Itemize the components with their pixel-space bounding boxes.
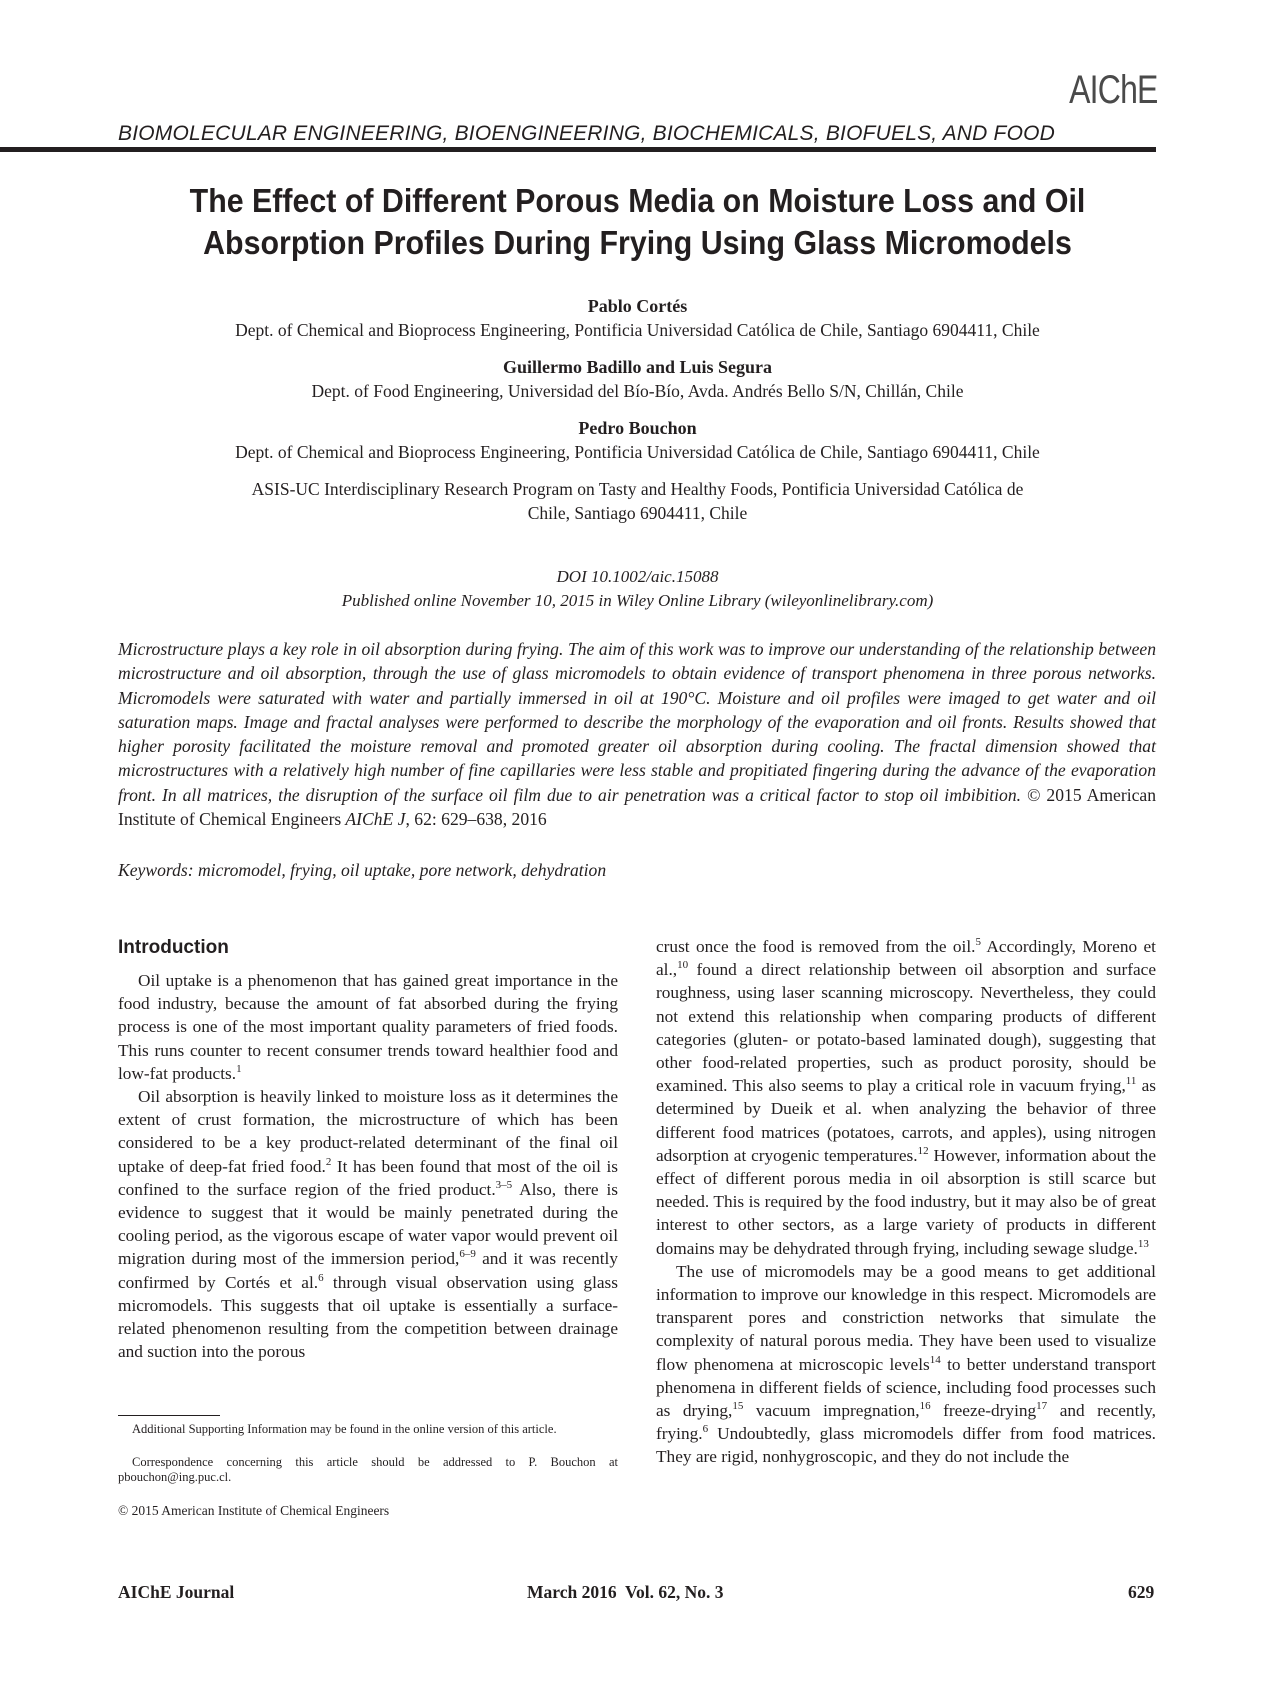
- title-line-2: Absorption Profiles During Frying Using Glass Micromodels: [203, 224, 1072, 261]
- author-group: [100, 416, 1175, 464]
- author-name: Pablo Cortés: [587, 296, 688, 316]
- footnote-copyright: © 2015 American Institute of Chemical Engineers: [118, 1503, 390, 1518]
- paragraph: Oil uptake is a phenomenon that has gained great importance in the food industry, because the amount of fat absorbed during the frying process is one of the most important quality parameters of fried foods. This runs counter to recent consumer trends toward healthier food and low-fat products.$^1$: [118, 971, 618, 1083]
- author-block: [100, 294, 1175, 538]
- citation: , 62: 629–638, 2016: [405, 809, 547, 830]
- extra-affiliation: [100, 477, 1175, 525]
- footnote-supporting-info: Additional Supporting Information may be found in the online version of this article.: [132, 1422, 557, 1436]
- article-title: [143, 180, 1132, 264]
- footnote-correspondence: Correspondence concerning this article should be addressed to P. Bouchon at pbouchon@ing.puc.cl.: [118, 1455, 618, 1484]
- footer-journal: AIChE Journal: [118, 1582, 235, 1602]
- author-affiliation: Dept. of Chemical and Bioprocess Engineering, Pontificia Universidad Católica de Chile, Santiago 6904411, Chile: [235, 320, 1040, 340]
- published-online: Published online November 10, 2015 in Wiley Online Library (wileyonlinelibrary.com): [341, 591, 934, 610]
- author-affiliation: Dept. of Food Engineering, Universidad del Bío-Bío, Avda. Andrés Bello S/N, Chillán, Chile: [311, 381, 964, 401]
- paragraph: Oil absorption is heavily linked to moisture loss as it determines the extent of crust formation, the microstructure of which has been considered to be a key product-related determinant of the final oil uptake of deep-fat fried food.$^2$ It has been found that most of the oil is confined to the surface region of the fried product.$^{3-5}$ Also, there is evidence to suggest that it would be mainly penetrated during the cooling period, as the vigorous escape of water vapor would prevent oil migration during most of the immersion period,$^{6-9}$ and it was recently confirmed by Cortés et al.$^6$ through visual observation using glass micromodels. This suggests that oil uptake is essentially a surface-related phenomenon resulting from the competition between drainage and suction into the porous: [118, 1087, 618, 1362]
- author-name: Pedro Bouchon: [578, 418, 697, 438]
- author-group: [100, 294, 1175, 342]
- extra-affiliation-line-1: ASIS-UC Interdisciplinary Research Program on Tasty and Healthy Foods, Pontificia Universidad Católica de: [251, 479, 1024, 499]
- header-rule: [0, 147, 1156, 152]
- abstract: [118, 637, 1156, 831]
- footer-issue: March 2016 Vol. 62, No. 3: [527, 1582, 724, 1602]
- paragraph: The use of micromodels may be a good means to get additional information to improve our knowledge in this respect. Micromodels are transparent pores and constriction networks that simulate the complexity of natural porous media. They have been used to visualize flow phenomena at microscopic levels$^{14}$ to better understand transport phenomena in different fields of science, including food processes such as drying,$^{15}$ vacuum impregnation,$^{16}$ freeze-drying$^{17}$ and recently, frying.$^6$ Undoubtedly, glass micromodels differ from food matrices. They are rigid, nonhygroscopic, and they do not include the: [656, 1261, 1157, 1467]
- author-affiliation: Dept. of Chemical and Bioprocess Engineering, Pontificia Universidad Católica de Chile, Santiago 6904411, Chile: [235, 442, 1040, 462]
- abstract-copyright: © 2015 American Institute of Chemical Engineers: [118, 784, 1157, 830]
- author-name: Guillermo Badillo and Luis Segura: [502, 357, 773, 377]
- page-number: 629: [1128, 1582, 1155, 1602]
- right-column: [656, 935, 1156, 1469]
- keywords: Keywords: micromodel, frying, oil uptake, pore network, dehydration: [118, 860, 607, 880]
- author-group: [100, 355, 1175, 403]
- journal-logo: AIChE: [1069, 68, 1158, 112]
- introduction-heading: Introduction: [118, 937, 229, 958]
- publication-info: [100, 565, 1175, 613]
- section-heading: BIOMOLECULAR ENGINEERING, BIOENGINEERING, BIOCHEMICALS, BIOFUELS, AND FOOD: [118, 122, 1056, 145]
- paragraph: crust once the food is removed from the oil.$^5$ Accordingly, Moreno et al.,$^{10}$ found a direct relationship between oil absorption and surface roughness, using laser scanning microscopy. Nevertheless, they could not extend this relationship when comparing products of different categories (gluten- or potato-based laminated dough), suggesting that other food-related properties, such as product porosity, should be examined. This also seems to play a critical role in vacuum frying,$^{11}$ as determined by Dueik et al. when analyzing the behavior of three different food matrices (potatoes, carrots, and apples), using nitrogen adsorption at cryogenic temperatures.$^{12}$ However, information about the effect of different porous media in oil absorption is still scarce but needed. This is required by the food industry, but it may also be of great interest to other sectors, as a large variety of products in different domains may be dehydrated through frying, including sewage sludge.$^{13}$: [656, 936, 1157, 1258]
- title-line-1: The Effect of Different Porous Media on Moisture Loss and Oil: [189, 182, 1086, 219]
- footnotes: [118, 1422, 618, 1536]
- doi: DOI 10.1002/aic.15088: [556, 567, 719, 586]
- extra-affiliation-line-2: Chile, Santiago 6904411, Chile: [527, 503, 748, 523]
- abstract-text: Microstructure plays a key role in oil absorption during frying. The aim of this work was to improve our understanding of the relationship between microstructure and oil absorption, through the use of glass micromodels to obtain evidence of transport phenomena in three porous networks. Micromodels were saturated with water and partially immersed in oil at 190°C. Moisture and oil profiles were imaged to get water and oil saturation maps. Image and fractal analyses were performed to describe the morphology of the evaporation and oil fronts. Results showed that higher porosity facilitated the moisture removal and promoted greater oil absorption during cooling. The fractal dimension showed that microstructures with a relatively high number of fine capillaries were less stable and propitiated fingering during the advance of the evaporation front. In all matrices, the disruption of the surface oil film due to air penetration was a critical factor to stop oil imbibition.: [118, 639, 1156, 805]
- left-column: [118, 969, 618, 1363]
- journal-abbrev: AIChE J: [345, 809, 406, 830]
- footnote-rule: [118, 1415, 220, 1416]
